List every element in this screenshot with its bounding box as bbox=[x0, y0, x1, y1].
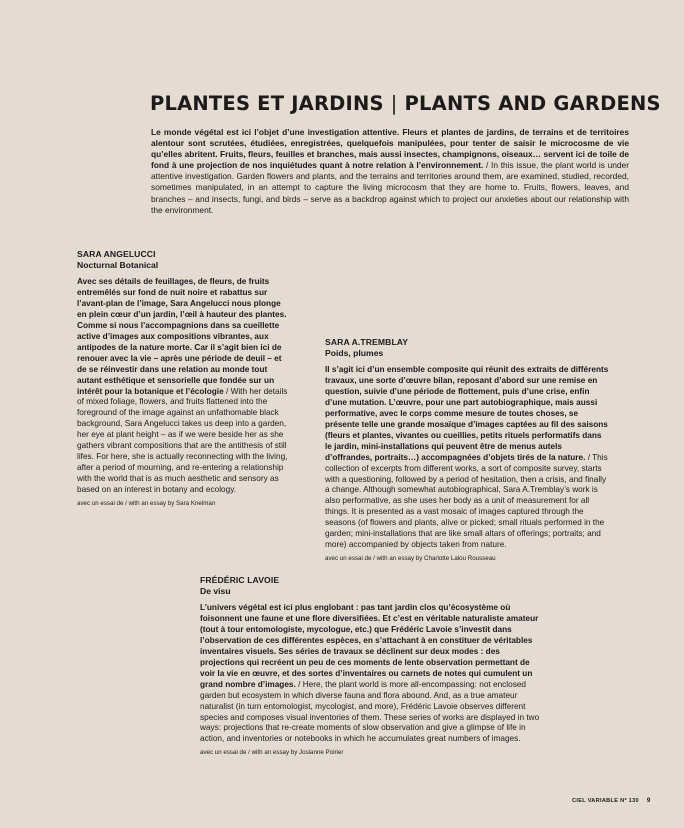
title-french: PLANTES ET JARDINS bbox=[150, 92, 384, 115]
intro-french: Le monde végétal est ici l’objet d’une investigation attentive. Fleurs et plantes de jardins, de terrains et de territoires alentour sont scrutées, étudiées, enregistrées, quelquefois manipulées, pour tenter de saisir le microcosme de vie qu’elles abritent. Fruits, fleurs, feuilles et branches, mais aussi insectes, champignons, oiseaux… servent ici de toile de fond à une projection de nos inquiétudes quant à notre relation à l’environnement. bbox=[151, 127, 629, 171]
work-title: Poids, plumes bbox=[325, 348, 384, 358]
essay-credit: avec un essai de / with an essay by Charlotte Lalou Rousseau bbox=[325, 555, 496, 563]
body-french: Avec ses détails de feuillages, de fleurs, de fruits entremêlés sur fond de nuit noire et rabattus sur l’avant-plan de l’image, Sara Angelucci nous plonge en plein cœur d’un jardin, l’œil à hauteur des plantes. Comme si nous l’accompagnions dans sa cueillette active d’images aux compositions vibrantes, aux antipodes de la nature morte. Car il s’agit bien ici de renouer avec la vie – après une période de deuil – et de se réinvestir dans une relation au monde tout autant esthétique et sensorielle que fondée sur un intérêt pour la botanique et l’écologie bbox=[77, 277, 287, 396]
work-title: Nocturnal Botanical bbox=[77, 260, 159, 270]
essay-credit: avec un essai de / with an essay by Sara Knelman bbox=[77, 500, 216, 508]
artist-name: SARA A.TREMBLAY bbox=[325, 337, 409, 347]
article-body bbox=[77, 277, 291, 496]
article-body bbox=[325, 365, 609, 551]
article-angelucci bbox=[77, 249, 291, 508]
body-english: / This collection of excerpts from different works, a sort of composite survey, starts with a questioning, followed by a period of hesitation, then a crisis, and finally a change. Although somewhat autobiographical, Sara A.Tremblay’s work is also performative, as she uses her body as a unit of measurement for all things. It is presented as a vast mosaic of images captured through the seasons (of flowers and plants, alive or picked; small rituals performed in the garden; mini-installations that are like small altars of offerings; portraits; and more) accompanied by objects taken from nature. bbox=[325, 452, 608, 550]
body-english: / With her details of mixed foliage, flowers, and fruits flattened into the foreground of the image against an unfathomable black background, Sara Angelucci takes us deep into a garden, her eye at plant height – as if we were beside her as she gathers vibrant compositions that are the antithesis of still lifes. For here, she is actually reconnecting with the living, after a period of mourning, and re-entering a relationship with the world that is as much aesthetic and sensory as based on an interest in botany and ecology. bbox=[77, 386, 288, 495]
intro-english: / In this issue, the plant world is under attentive investigation. Garden flowers and plants, and the terrains and territories around them, are examined, studied, recorded, sometimes manipulated, in an attempt to capture the living microcosm that they are home to. Fruits, flowers, leaves, and branches – and insects, fungi, and birds – serve as a backdrop against which to project our anxieties about our relationship with the environment. bbox=[151, 160, 630, 215]
article-body bbox=[200, 603, 545, 745]
body-french: Il s’agit ici d’un ensemble composite qui réunit des extraits de différents travaux, une sorte d’œuvre bilan, reposant d’abord sur une remise en question, suivie d’une période de flottement, puis d’une crise, enfin d’une mutation. L’œuvre, pour une part autobiographique, mais aussi performative, avec le corps comme mesure de toutes choses, se présente telle une grande mosaïque d’images captées au fil des saisons (fleurs et plantes, vivantes ou cueillies, petits rituels performatifs dans le jardin, mini-installations qui peuvent être de menus autels d’offrandes, portraits…) accompagnées d’objets tirés de la nature. bbox=[325, 365, 609, 462]
body-french: L’univers végétal est ici plus englobant : pas tant jardin clos qu’écosystème où foisonnent une faune et une flore diversifiées. Et c’est en véritable naturaliste amateur (tout à tour entomologiste, mycologue, etc.) que Frédéric Lavoie s’investit dans l’observation de ces différentes espèces, en s’attachant à en constituer de véritables inventaires visuels. Ses séries de travaux se déclinent sur deux modes : des projections qui recréent un peu de ces moments de lente observation permettant de voir la vie en œuvre, et des sortes d’inventaires ou carnets de notes qui cumulent un grand nombre d’images. bbox=[200, 603, 539, 689]
body-english: / Here, the plant world is more all-encompassing: not enclosed garden but ecosystem in which diverse fauna and flora abound. And, as a true amateur naturalist (in turn entomologist, mycologist, and more), Frédéric Lavoie observes different species and composes visual inventories of them. These series of works are displayed in two ways: projections that re-create moments of slow observation and give a glimpse of life in action, and inventories or notebooks in which he accumulates great numbers of images. bbox=[200, 679, 540, 744]
essay-credit: avec un essai de / with an essay by Josianne Poirier bbox=[200, 749, 344, 757]
title-english: PLANTS AND GARDENS bbox=[404, 92, 661, 115]
page-number: 9 bbox=[646, 797, 651, 804]
page-footer bbox=[572, 797, 651, 804]
page-title bbox=[150, 92, 661, 116]
artist-name: SARA ANGELUCCI bbox=[77, 249, 156, 259]
article-tremblay bbox=[325, 337, 609, 563]
work-title: De visu bbox=[200, 586, 231, 596]
title-separator: | bbox=[390, 92, 398, 115]
magazine-issue: CIEL VARIABLE Nº 130 bbox=[572, 798, 639, 804]
article-lavoie bbox=[200, 575, 545, 757]
artist-name: FRÉDÉRIC LAVOIE bbox=[200, 575, 280, 585]
intro-paragraph bbox=[151, 127, 629, 216]
